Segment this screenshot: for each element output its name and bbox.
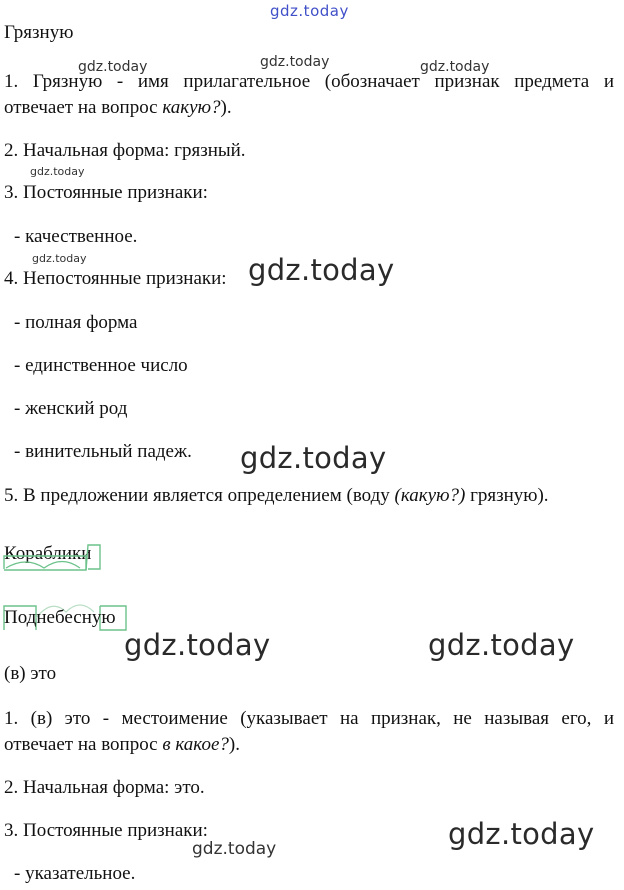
list-item: - полная форма: [14, 312, 138, 333]
paragraph-s2-1-line-2: [4, 734, 614, 756]
question-text: какую?: [162, 97, 221, 118]
watermark: gdz.today: [240, 441, 387, 475]
watermark: gdz.today: [248, 253, 395, 287]
watermark: gdz.today: [124, 628, 271, 662]
list-item: - женский род: [14, 398, 128, 419]
text: ).: [220, 97, 232, 118]
paragraph-1-line-1: 1. Грязную - имя прилагательное (обозначает признак предмета и: [4, 71, 614, 92]
list-item: - качественное.: [14, 226, 138, 247]
korabliki-text: Кораблики: [4, 543, 92, 564]
korabliki-wrap: [4, 543, 91, 565]
text: ).: [228, 734, 240, 755]
watermark: gdz.today: [30, 165, 85, 178]
word-title: Грязную: [4, 22, 74, 43]
watermark: gdz.today: [428, 628, 575, 662]
watermark: gdz.today: [260, 54, 330, 70]
watermark: gdz.today: [448, 817, 595, 851]
question-text: в какое?: [162, 734, 229, 755]
paragraph-5: [4, 485, 614, 507]
text: отвечает на вопрос: [4, 734, 163, 755]
paragraph-2: 2. Начальная форма: грязный.: [4, 140, 246, 161]
paragraph-1-line-2: [4, 97, 614, 119]
paragraph-4: 4. Непостоянные признаки:: [4, 268, 227, 289]
word-podnebesnuyu: Поднебесную: [4, 607, 116, 628]
list-item: - указательное.: [14, 863, 136, 884]
question-text: (какую?): [394, 485, 466, 506]
paragraph-s2-3: 3. Постоянные признаки:: [4, 820, 208, 841]
list-item: - винительный падеж.: [14, 441, 192, 462]
watermark: gdz.today: [78, 59, 148, 75]
watermark: gdz.today: [192, 839, 277, 859]
text: отвечает на вопрос: [4, 97, 163, 118]
paragraph-3: 3. Постоянные признаки:: [4, 182, 208, 203]
paragraph-s2-1-line-1: 1. (в) это - местоимение (указывает на признак, не называя его, и: [4, 708, 614, 729]
word-title-2: (в) это: [4, 663, 57, 684]
watermark: gdz.today: [420, 59, 490, 75]
word-korabliki: [4, 543, 614, 565]
paragraph-s2-2: 2. Начальная форма: это.: [4, 777, 205, 798]
watermark: gdz.today: [32, 252, 87, 265]
watermark-top: gdz.today: [270, 2, 349, 20]
text: 5. В предложении является определением (воду: [4, 485, 395, 506]
list-item: - единственное число: [14, 355, 188, 376]
text: грязную).: [465, 485, 549, 506]
